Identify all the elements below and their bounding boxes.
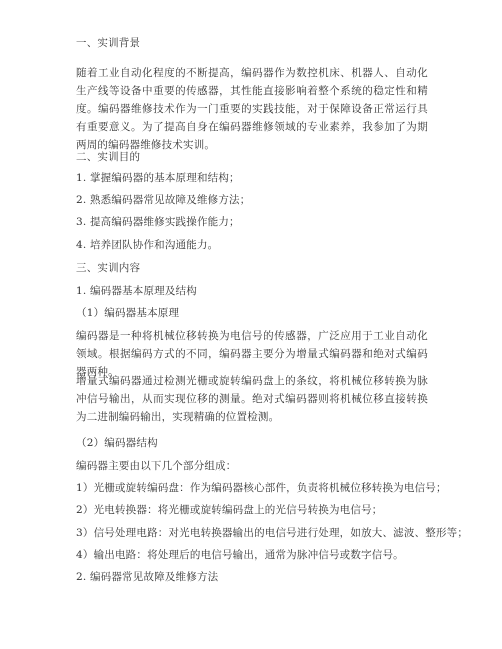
structure-part-item: 4）输出电路：将处理后的电信号输出，通常为脉冲信号或数字信号。	[76, 549, 404, 561]
structure-part-item: 3）信号处理电路：对光电转换器输出的电信号进行处理，如放大、滤波、整形等；	[76, 527, 469, 539]
incremental-absolute-paragraph: 增量式编码器通过检测光栅或旋转编码盘上的条纹，将机械位移转换为脉冲信号输出，从而实现位移的测量。绝对式编码器则将机械位移直接转换为二进制编码输出，实现精确的位置检测。	[76, 375, 428, 423]
structure-part-item: 2）光电转换器：将光栅或旋转编码盘上的光信号转换为电信号；	[76, 504, 383, 516]
principle-paragraph: 编码器是一种将机械位移转换为电信号的传感器，广泛应用于工业自动化领域。根据编码方式的不同，编码器主要分为增量式编码器和绝对式编码器两种。	[76, 330, 428, 378]
purpose-item: 3. 提高编码器维修实践操作能力；	[76, 216, 240, 228]
subsubsection-heading: （2）编码器结构	[76, 437, 158, 449]
purpose-item: 2. 熟悉编码器常见故障及维修方法；	[76, 194, 251, 206]
section-heading-background: 一、实训背景	[76, 37, 141, 49]
structure-part-item: 1）光栅或旋转编码盘：作为编码器核心部件，负责将机械位移转换为电信号；	[76, 482, 447, 494]
background-paragraph: 随着工业自动化程度的不断提高，编码器作为数控机床、机器人、自动化生产线等设备中重要的传感器，其性能直接影响着整个系统的稳定性和精度。编码器维修技术作为一门重要的实践技能，对于保障设备正常运行具有重要意义。为了提高自身在编码器维修领域的专业素养，我参加了为期两周的编码器维修技术实训。	[76, 67, 428, 151]
structure-intro: 编码器主要由以下几个部分组成：	[76, 460, 237, 472]
section-heading-purpose: 二、实训目的	[76, 151, 141, 163]
subsubsection-heading: （1）编码器基本原理	[76, 307, 180, 319]
subsection-heading: 2. 编码器常见故障及维修方法	[76, 571, 219, 583]
section-heading-content: 三、实训内容	[76, 262, 141, 274]
purpose-item: 1. 掌握编码器的基本原理和结构；	[76, 172, 240, 184]
purpose-item: 4. 培养团队协作和沟通能力。	[76, 239, 219, 251]
subsection-heading: 1. 编码器基本原理及结构	[76, 285, 197, 297]
